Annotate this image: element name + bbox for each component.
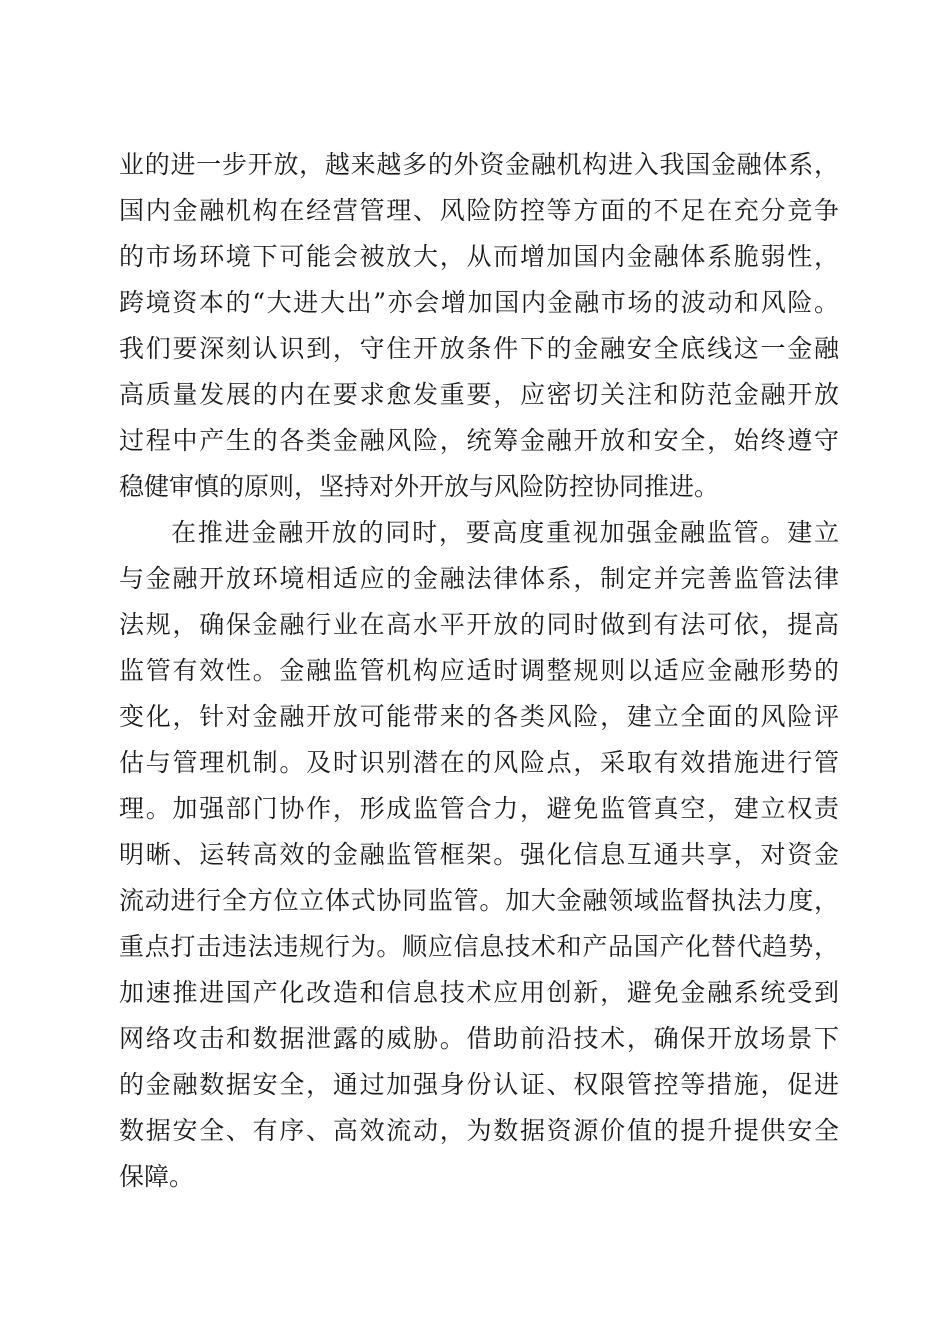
text-line: 明晰、运转高效的金融监管框架。强化信息互通共享，对资金 (119, 840, 839, 869)
text-line-paragraph-start: 在推进金融开放的同时，要高度重视加强金融监管。建立 (171, 518, 839, 547)
text-line: 监管有效性。金融监管机构应适时调整规则以适应金融形势的 (119, 656, 839, 685)
text-line: 估与管理机制。及时识别潜在的风险点，采取有效措施进行管 (119, 748, 839, 777)
text-line: 过程中产生的各类金融风险，统筹金融开放和安全，始终遵守 (119, 426, 839, 455)
text-line: 法规，确保金融行业在高水平开放的同时做到有法可依，提高 (119, 610, 839, 639)
text-line: 重点打击违法违规行为。顺应信息技术和产品国产化替代趋势， (119, 932, 839, 961)
text-line: 理。加强部门协作，形成监管合力，避免监管真空，建立权责 (119, 794, 839, 823)
text-line: 数据安全、有序、高效流动，为数据资源价值的提升提供安全 (119, 1116, 839, 1145)
text-line: 国内金融机构在经营管理、风险防控等方面的不足在充分竞争 (119, 196, 839, 225)
text-line: 的金融数据安全，通过加强身份认证、权限管控等措施，促进 (119, 1070, 839, 1099)
text-line: 网络攻击和数据泄露的威胁。借助前沿技术，确保开放场景下 (119, 1024, 839, 1053)
text-line: 的市场环境下可能会被放大，从而增加国内金融体系脆弱性， (119, 242, 839, 271)
text-line: 业的进一步开放，越来越多的外资金融机构进入我国金融体系， (119, 150, 839, 179)
text-line: 跨境资本的“大进大出”亦会增加国内金融市场的波动和风险。 (119, 288, 839, 317)
text-line: 与金融开放环境相适应的金融法律体系，制定并完善监管法律 (119, 564, 839, 593)
text-line: 保障。 (119, 1162, 195, 1191)
text-line: 变化，针对金融开放可能带来的各类风险，建立全面的风险评 (119, 702, 839, 731)
text-line: 流动进行全方位立体式协同监管。加大金融领域监督执法力度， (119, 886, 839, 915)
text-line: 高质量发展的内在要求愈发重要，应密切关注和防范金融开放 (119, 380, 839, 409)
text-line: 稳健审慎的原则，坚持对外开放与风险防控协同推进。 (119, 472, 720, 501)
text-line: 加速推进国产化改造和信息技术应用创新，避免金融系统受到 (119, 978, 839, 1007)
text-line: 我们要深刻认识到，守住开放条件下的金融安全底线这一金融 (119, 334, 839, 363)
